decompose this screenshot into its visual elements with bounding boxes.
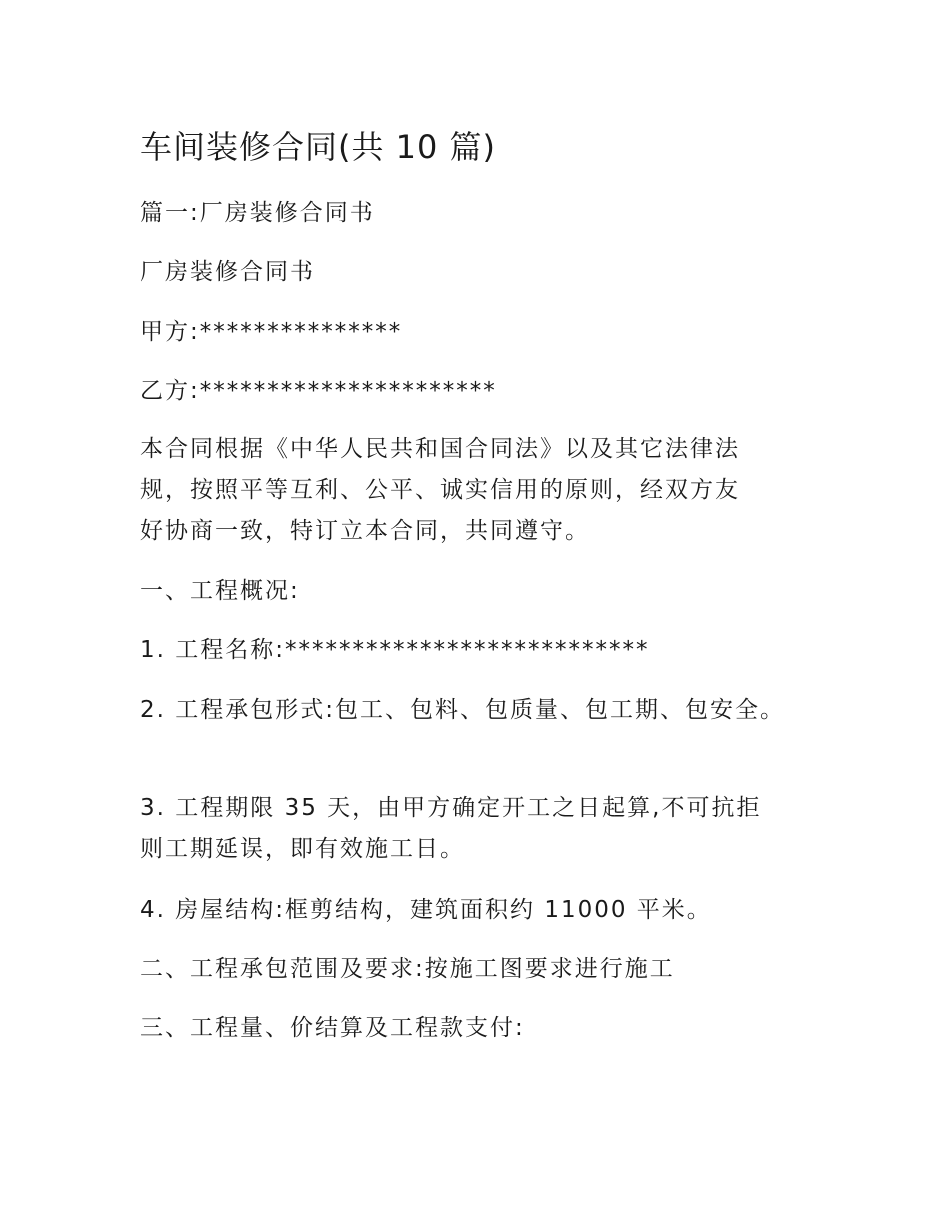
intro-line: 本合同根据《中华人民共和国合同法》以及其它法律法 — [140, 436, 740, 462]
item-3-line: 则工期延误，即有效施工日。 — [140, 836, 465, 862]
party-a-line: 甲方:*************** — [140, 319, 403, 345]
item-3-paragraph — [140, 788, 820, 870]
section-1-heading: 一、工程概况: — [140, 578, 300, 604]
intro-line: 好协商一致，特订立本合同，共同遵守。 — [140, 518, 590, 544]
chapter-heading: 篇一:厂房装修合同书 — [140, 200, 375, 226]
intro-paragraph — [140, 429, 820, 552]
document-title: 车间装修合同(共 10 篇) — [140, 128, 497, 166]
section-3-heading: 三、工程量、价结算及工程款支付: — [140, 1015, 525, 1041]
section-2-heading: 二、工程承包范围及要求:按施工图要求进行施工 — [140, 956, 675, 982]
party-b-line: 乙方:********************** — [140, 378, 497, 404]
item-2-contract-form: 2. 工程承包形式:包工、包料、包质量、包工期、包安全。 — [140, 697, 786, 723]
item-4-structure: 4. 房屋结构:框剪结构，建筑面积约 11000 平米。 — [140, 897, 712, 923]
intro-line: 规，按照平等互利、公平、诚实信用的原则，经双方友 — [140, 477, 740, 503]
contract-name: 厂房装修合同书 — [140, 259, 315, 285]
item-1-project-name: 1. 工程名称:*************************** — [140, 637, 650, 663]
item-3-line: 3. 工程期限 35 天，由甲方确定开工之日起算,不可抗拒 — [140, 795, 762, 821]
